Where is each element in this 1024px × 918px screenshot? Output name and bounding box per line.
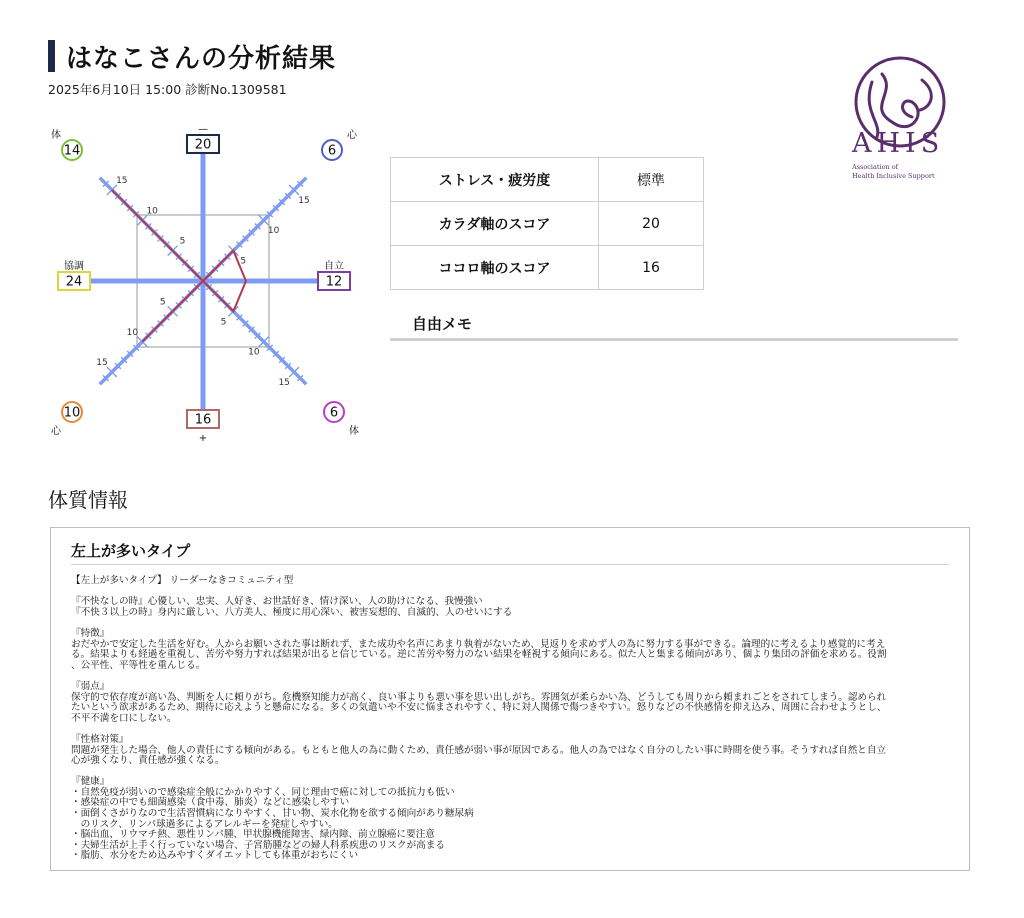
text-line: ・夫婦生活が上手く行っていない場合、子宮筋腫などの婦人科系疾患のリスクが高まる — [71, 839, 445, 851]
score-label: カラダ軸のスコア — [391, 202, 599, 246]
text-line: 、公平性、平等性を重んじる。 — [71, 659, 206, 671]
axis-value: 14 — [63, 143, 81, 159]
text-line: 『不快なしの時』心優しい、忠実、人好き、お世話好き、情け深い、人の助けになる、我慢強い — [71, 596, 483, 608]
text-line: 『特徴』 — [71, 627, 110, 639]
tick-label: 15 — [278, 377, 290, 388]
text-line: 問題が発生した場合、他人の責任にする傾向がある。もともと他人の為に動くため、責任感が弱い事が原因である。他人の為ではなく自分のしたい事に時間を使う事。そうすれば自然と自立 — [71, 744, 887, 756]
text-line: おだやかで安定した生活を好む。人からお願いされた事は断れず、また成功や名声にあまり執着がないため、見返りを求めず人の為に努力する事ができる。論理的に考えるより感覚的に考え — [71, 638, 886, 650]
diagnosis-meta — [48, 80, 287, 98]
axis-label: + — [198, 433, 208, 444]
diagnosis-date: 2025年6月10日 15:00 — [48, 82, 182, 97]
text-line: ・脳出血、リウマチ熱、悪性リンパ腫、甲状腺機能障害、緑内障、前立腺癌に要注意 — [71, 829, 435, 841]
table-row — [391, 158, 704, 202]
axis-value: 16 — [194, 412, 212, 428]
tick-label: 5 — [240, 256, 247, 267]
score-value: 20 — [599, 202, 704, 246]
tick-label: 5 — [179, 236, 186, 247]
text-line: 不平不満を口にしない。 — [71, 712, 177, 724]
constitution-panel — [50, 527, 970, 871]
tick-label: 10 — [126, 327, 139, 338]
text-line: 心が強くなり、責任感が強くなる。 — [71, 755, 225, 767]
table-row — [391, 246, 704, 290]
text-line: 『健康』 — [71, 776, 110, 788]
tick-label: 5 — [159, 297, 166, 308]
text-line: る。結果よりも経過を重視し、苦労や努力すれば結果が出ると信じている。逆に苦労や努力のない結果を軽視する傾向にある。似た人と集まる傾向があり、個より集団の評価を求める。役割 — [71, 649, 887, 661]
axis-value: 6 — [329, 405, 339, 421]
score-label: ココロ軸のスコア — [391, 246, 599, 290]
score-label: ストレス・疲労度 — [391, 158, 599, 202]
text-gap — [71, 671, 953, 682]
text-line: たいという欲求があるため、期待に応えようと懸命になる。多くの気遣いや不安に悩まされやすく、特に対人関係で傷つきやすい。怒りなどの不快感情を抑え込み、周囲に合わせようとし、 — [71, 702, 887, 714]
tick-label: 10 — [267, 226, 280, 237]
text-gap — [71, 618, 953, 629]
tick-label: 15 — [298, 195, 310, 206]
axis-label: 体 — [349, 426, 359, 437]
memo-label: 自由メモ — [412, 315, 473, 333]
axis-label: 協調 — [64, 261, 84, 272]
axis-label: 自立 — [324, 261, 344, 272]
tick-label: 5 — [220, 317, 227, 328]
tick-label: 10 — [248, 347, 260, 358]
memo-divider — [390, 338, 958, 341]
axis-label: — — [198, 124, 208, 135]
logo-subtitle-line-2: Health Inclusive Support — [852, 171, 935, 180]
axis-value: 12 — [325, 274, 343, 290]
title-accent-bar — [48, 40, 55, 72]
axis-value: 6 — [327, 143, 337, 159]
score-value: 標準 — [599, 158, 704, 202]
text-gap — [71, 724, 953, 735]
text-line: ・自然免疫が弱いので感染症全般にかかりやすく、同じ理由で癌に対しての抵抗力も低い — [71, 786, 455, 798]
score-table — [390, 157, 704, 290]
table-row — [391, 202, 704, 246]
axis-value: 24 — [65, 274, 83, 290]
type-divider — [71, 564, 949, 565]
page-title: はなこさんの分析結果 — [66, 44, 337, 74]
score-value: 16 — [599, 246, 704, 290]
text-gap — [71, 767, 953, 778]
logo-wordmark: AHIS — [852, 128, 945, 159]
tick-label: 10 — [146, 206, 158, 217]
tick-label: 15 — [116, 176, 128, 187]
text-line: 【左上が多いタイプ】 リーダーなきコミュニティ型 — [71, 575, 294, 586]
axis-label: 心 — [347, 130, 357, 141]
text-line: ・感染症の中でも細菌感染（食中毒、肺炎）などに感染しやすい — [71, 797, 350, 809]
section-title: 体質情報 — [48, 488, 128, 512]
constitution-text — [71, 576, 953, 862]
axis-value: 20 — [194, 137, 212, 153]
axis-label: 体 — [51, 130, 61, 141]
axis-label: 心 — [51, 426, 61, 437]
logo-subtitle-line-1: Association of — [852, 163, 899, 171]
text-line: 『弱点』 — [71, 680, 110, 692]
text-line: 『性格対策』 — [71, 733, 129, 745]
text-line: 『不快３以上の時』身内に厳しい、八方美人、極度に用心深い、被害妄想的、自滅的、人のせいにする — [71, 606, 513, 618]
text-line: のリスク、リンパ球過多によるアレルギーを発症しやすい。 — [71, 818, 338, 830]
logo-subtitle — [852, 163, 935, 180]
tick-label: 15 — [96, 358, 108, 369]
type-title: 左上が多いタイプ — [71, 542, 191, 560]
text-line: ・面倒くさがりなので生活習慣病になりやすく、甘い物、炭水化物を欲する傾向があり糖尿病 — [71, 808, 474, 820]
axis-value: 10 — [63, 405, 81, 421]
diagnosis-number: 診断No.1309581 — [185, 82, 287, 97]
text-line: ・脂肪、水分をため込みやすくダイエットしても体重がおちにくい — [71, 850, 359, 862]
radar-chart — [40, 118, 370, 444]
text-line: 保守的で依存度が高い為、判断を人に頼りがち。危機察知能力が高く、良い事よりも悪い事を思い出しがち。雰囲気が柔らかい為、どうしても周りから頼まれごとをされてしまう。認められ — [71, 691, 887, 703]
